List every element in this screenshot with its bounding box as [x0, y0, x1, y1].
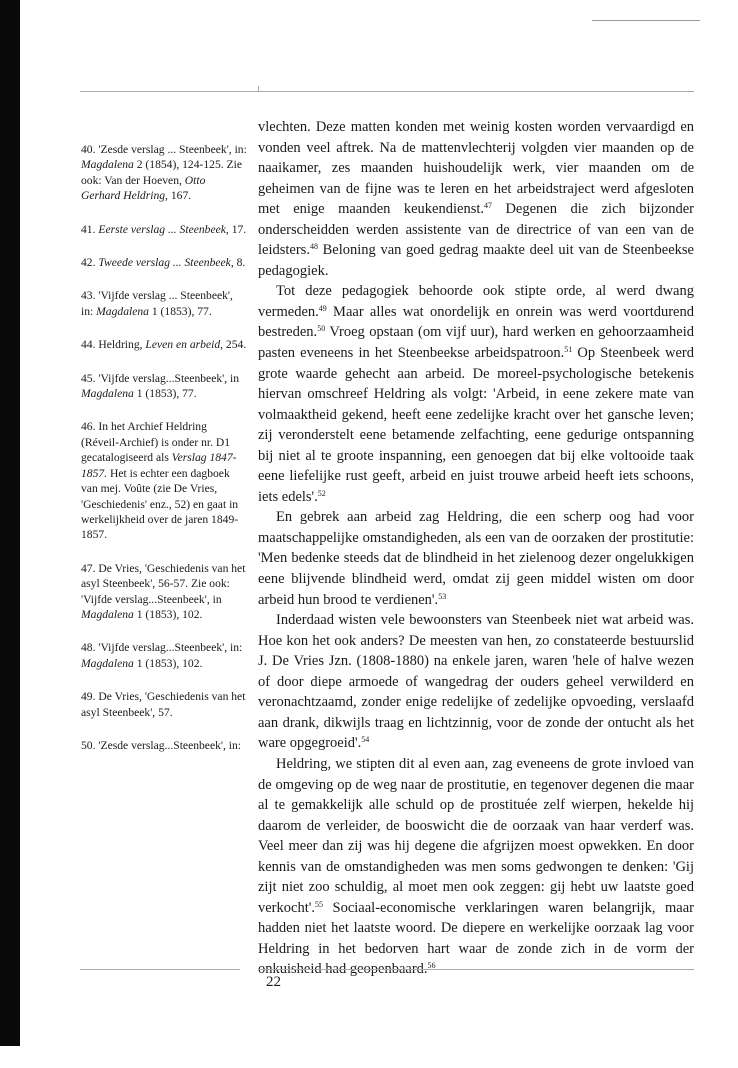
main-text-column	[258, 117, 694, 980]
footnote-text: Magdalena	[81, 656, 134, 670]
footer-rule-left	[80, 969, 240, 970]
footnote-number: 41.	[81, 222, 96, 236]
footnote-text: 1 (1853), 102.	[133, 607, 203, 621]
body-paragraph	[258, 507, 694, 610]
footnote-number: 45.	[81, 371, 96, 385]
body-paragraph	[258, 117, 694, 281]
footnote-41	[81, 222, 247, 237]
footnote-text: Eerste verslag ... Steenbeek	[98, 222, 226, 236]
footnote-text: 167.	[167, 189, 192, 203]
footnote-text: De Vries, 'Geschiedenis van het asyl Steenbeek', 57.	[81, 690, 246, 719]
footnote-text: 1 (1853), 77.	[148, 304, 212, 318]
footnote-48	[81, 640, 247, 671]
page-number: 22	[266, 974, 281, 990]
footnote-text: 2 (1854), 124-125. Zie ook: Van der Hoeven,	[81, 158, 243, 187]
footnote-44	[81, 337, 247, 352]
footnote-number: 42.	[81, 256, 96, 270]
header-rule-tick	[258, 86, 259, 92]
paragraph-text: Inderdaad wisten vele bewoonsters van Steenbeek niet wat arbeid was. Hoe kon het ook anders? De meesten van hen, zo constateerde bestuurslid J. De Vries Jzn. (1808-1880) na enkele jaren, waren 'hele of halve wezen of door diepe armoede of wangedrag der ouders geheel verwilderd en veronachtzaamd, zonder enige redelijke of zedelijke opvoeding, verslaafd aan drank, dikwijls traag en lichtzinnig, voor de zonde der ontucht als het ware opgegroeid'.	[258, 612, 694, 752]
paragraph-text: vlechten. Deze matten konden met weinig kosten worden vervaardigd en vonden veel aftrek. Na de mattenvlechterij volgden vier maanden op de naaikamer, zes maanden huishoudelijk werk, vier maanden om de geheimen van de fijne was te leren en het arbeidstraject werd afgesloten met enige maanden keukendienst.	[258, 119, 694, 218]
footnote-45	[81, 371, 247, 402]
footnote-text: 'Zesde verslag ... Steenbeek', in:	[98, 143, 247, 156]
paragraph-text: Sociaal-economische verklaringen waren belangrijk, maar hadden niet het laatste woord. De diepere en werkelijke oorzaak lag voor Heldring in het bedorven hart waar de zonde zich in de vorm der onkuisheid had geopenbaard.	[258, 899, 694, 978]
top-rule	[592, 20, 700, 21]
paragraph-text: En gebrek aan arbeid zag Heldring, die een scherp oog had voor maatschappelijke omstandigheden, als een van de oorzaken der prostitutie: 'Men bedenke steeds dat de blindheid in het zielenoog dezer ongelukkigen eene blijvende blindheid werd, omdat zij geen middel wisten om door arbeid hun brood te verdienen'.	[258, 509, 694, 608]
footnote-text: 'Zesde verslag...Steenbeek', in:	[98, 738, 242, 752]
body-paragraph	[258, 610, 694, 754]
footnote-reference: 49	[318, 303, 327, 313]
footnote-text: Leven en arbeid	[145, 338, 221, 352]
footnote-text: , 8.	[230, 256, 246, 270]
footnote-49	[81, 689, 247, 720]
footer-rule-right	[258, 969, 694, 970]
footnote-number: 43.	[81, 289, 96, 303]
footnote-text: 'Vijfde verslag...Steenbeek', in	[98, 371, 240, 385]
footnote-text: Magdalena	[81, 158, 134, 172]
footnote-text: , 17.	[225, 222, 247, 236]
footnote-text: 'Vijfde verslag ... Steenbeek', in:	[81, 289, 233, 318]
footnote-reference: 50	[317, 324, 326, 334]
footnote-50	[81, 738, 247, 753]
footnote-number: 50.	[81, 738, 96, 752]
footnote-40	[81, 142, 247, 204]
footnote-reference: 51	[564, 345, 573, 355]
footnote-text: 1 (1853), 77.	[133, 387, 197, 401]
footnote-text: In het Archief Heldring (Réveil-Archief) is onder nr. D1 gecatalogiseerd als	[81, 420, 231, 465]
footnote-text: , 254.	[220, 338, 247, 352]
footnote-text: Het is echter een dagboek van mej. Voûte (zie De Vries, 'Geschiedenis' enz., 52) en gaat in werkelijkheid over de jaren 1849-1857.	[81, 466, 239, 542]
paragraph-text: Tot deze pedagogiek behoorde ook stipte orde, al werd dwang vermeden.	[258, 283, 694, 320]
binding-edge	[0, 0, 20, 1046]
footnote-reference: 54	[361, 735, 370, 745]
paragraph-text: Degenen die zich bijzonder onderscheidden werden assistente van de directrice of van een van de leidsters.	[258, 201, 694, 259]
header-rule	[80, 91, 694, 92]
footnote-text: De Vries, 'Geschiedenis van het asyl Steenbeek', 56-57. Zie ook: 'Vijfde verslag...Steenbeek', in	[81, 561, 246, 606]
footnote-text: 1 (1853), 102.	[133, 656, 203, 670]
footnote-number: 47.	[81, 561, 96, 575]
footnote-reference: 47	[484, 201, 492, 211]
footnote-47	[81, 561, 247, 623]
footnote-43	[81, 288, 247, 319]
body-paragraph	[258, 281, 694, 507]
footnote-number: 40.	[81, 143, 96, 156]
footnote-text: Tweede verslag ... Steenbeek	[98, 256, 231, 270]
paragraph-text: Vroeg opstaan (om vijf uur), hard werken en gehoorzaamheid pasten eveneens in het Steenbeekse arbeidspatroon.	[258, 324, 694, 362]
footnote-46	[81, 419, 247, 542]
footnote-number: 46.	[81, 420, 96, 434]
paragraph-text: Beloning van goed gedrag maakte deel uit van de Steenbeekse pedagogiek.	[258, 242, 694, 279]
footnote-text: Otto Gerhard Heldring,	[81, 173, 206, 203]
footnote-number: 44.	[81, 338, 96, 352]
footnote-number: 48.	[81, 641, 96, 655]
footnote-reference: 53	[438, 591, 447, 601]
body-paragraph	[258, 754, 694, 980]
footnote-reference: 48	[309, 242, 318, 252]
footnote-text: Magdalena	[81, 387, 134, 401]
footnote-number: 49.	[81, 690, 96, 704]
paragraph-text: Op Steenbeek werd grote waarde gehecht aan arbeid. De moreel-psychologische betekenis hiervan omschreef Heldring als volgt: 'Arbeid, in eene zekere mate van volmaaktheid gekend, heeft eene zedelijke kracht over het gansche leven; zij veronderstelt eene betamende zelfachting, eene gedurige ontspanning bij niet al te groote inspanning, een genoegen dat bij elke voltooide taak eene liefelijke rust geeft, arbeid en juist trouwe arbeid heeft iets schoons, iets edels'.	[258, 345, 694, 505]
footnote-text: Heldring,	[98, 338, 146, 352]
footnote-text: Magdalena	[96, 304, 149, 318]
paragraph-text: Maar alles wat onordelijk en onrein was werd voortdurend bestreden.	[258, 303, 694, 341]
footnote-reference: 52	[317, 488, 326, 498]
footnote-reference: 55	[314, 899, 323, 909]
footnote-reference: 56	[427, 961, 436, 971]
footnotes-column	[81, 142, 247, 771]
paragraph-text: Heldring, we stipten dit al even aan, zag eveneens de grote invloed van de omgeving op de weg naar de prostitutie, en tegenover degenen die maar al te gemakkelijk alle schuld op de prostituée zelf wierpen, hekelde hij daarom de verleider, de booswicht die de oorzaak van haar verderf was. Veel meer dan zij was hij degene die afgrijzen moest opwekken. En door kennis van de omstandigheden was men soms gedwongen te denken: 'Gij zijt niet zoo schuldig, al moet men ook zeggen: gij hebt uw laatste goed verkocht'.	[258, 755, 694, 916]
footnote-text: Magdalena	[81, 607, 134, 621]
footnote-text: Verslag 1847-1857.	[81, 451, 237, 480]
footnote-text: 'Vijfde verslag...Steenbeek', in:	[98, 641, 243, 655]
footnote-42	[81, 255, 247, 270]
